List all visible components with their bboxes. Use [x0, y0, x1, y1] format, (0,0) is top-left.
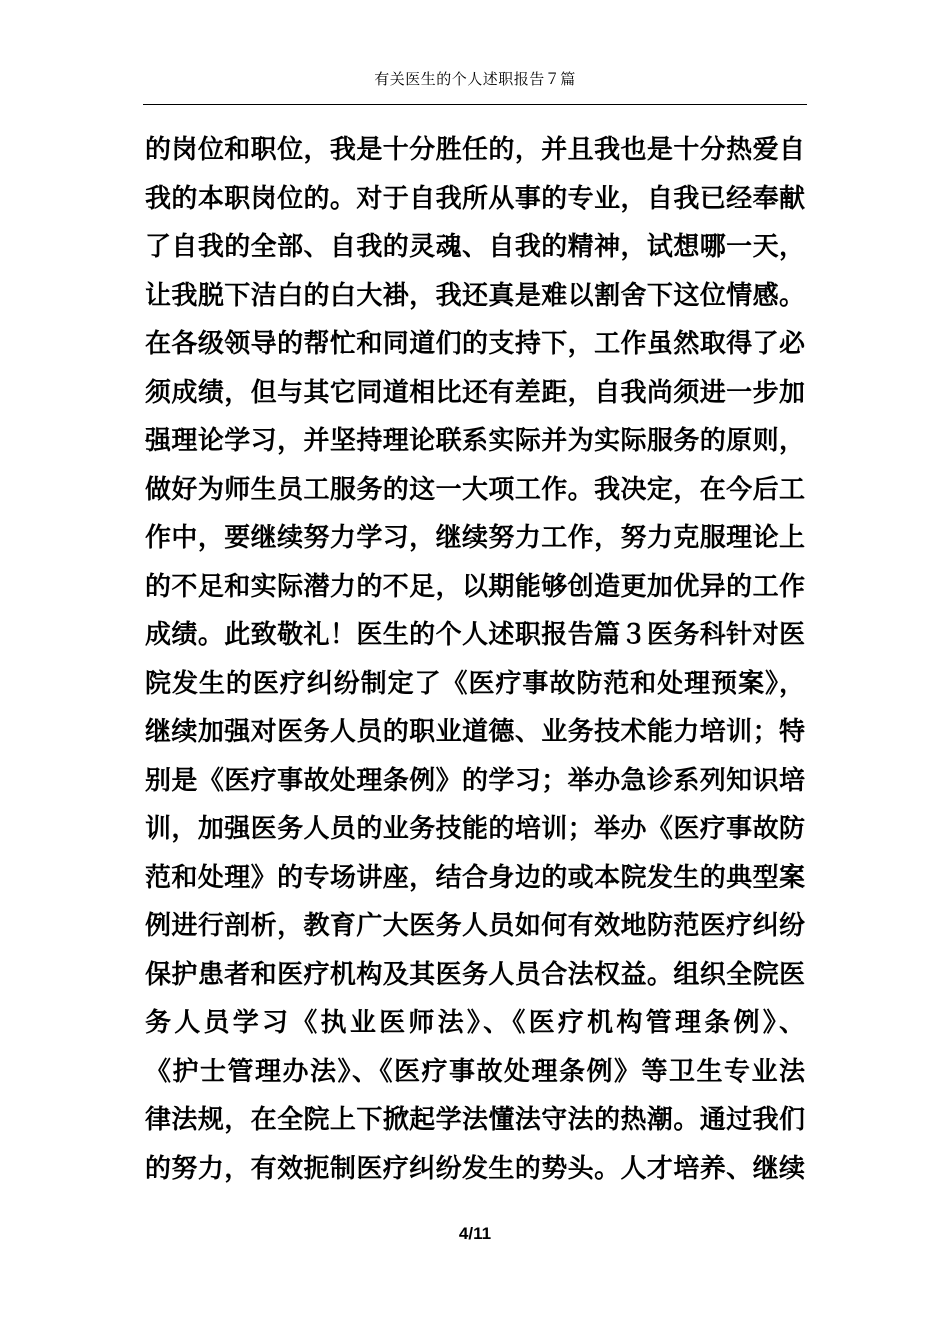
body-line: 《护士管理办法》、《医疗事故处理条例》等卫生专业法: [145, 1056, 805, 1087]
body-line: 保护患者和医疗机构及其医务人员合法权益。组织全院医: [145, 959, 805, 990]
body-line: 让我脱下洁白的白大褂，我还真是难以割舍下这位情感。: [145, 280, 805, 311]
body-line: 训，加强医务人员的业务技能的培训；举办《医疗事故防: [145, 814, 805, 844]
body-line: 做好为师生员工服务的这一大项工作。我决定，在今后工: [145, 474, 805, 505]
body-line: 成绩。此致敬礼！医生的个人述职报告篇３医务科针对医: [145, 620, 805, 650]
body-line: 院发生的医疗纠纷制定了《医疗事故防范和处理预案》，: [145, 668, 805, 699]
body-line: 在各级领导的帮忙和同道们的支持下，工作虽然取得了必: [145, 329, 805, 359]
body-line: 须成绩，但与其它同道相比还有差距，自我尚须进一步加: [145, 377, 805, 408]
body-line: 了自我的全部、自我的灵魂、自我的精神，试想哪一天，: [145, 232, 805, 262]
body-line: 例进行剖析，教育广大医务人员如何有效地防范医疗纠纷: [145, 911, 805, 941]
body-line: 强理论学习，并坚持理论联系实际并为实际服务的原则，: [145, 426, 805, 456]
page-number: 4/11: [458, 1224, 492, 1243]
body-line: 的努力，有效扼制医疗纠纷发生的势头。人才培养、继续: [145, 1153, 805, 1184]
body-line: 别是《医疗事故处理条例》的学习；举办急诊系列知识培: [145, 765, 805, 796]
body-line: 继续加强对医务人员的职业道德、业务技术能力培训；特: [145, 717, 805, 747]
body-line: 律法规，在全院上下掀起学法懂法守法的热潮。通过我们: [145, 1105, 805, 1135]
body-line: 作中，要继续努力学习，继续努力工作，努力克服理论上: [145, 523, 805, 553]
body-line: 的不足和实际潜力的不足，以期能够创造更加优异的工作: [145, 571, 805, 602]
document-header-title: 有关医生的个人述职报告７篇: [374, 70, 576, 88]
body-line: 务人员学习《执业医师法》、《医疗机构管理条例》、: [145, 1008, 805, 1038]
document-body: [145, 126, 815, 1193]
body-line: 的岗位和职位，我是十分胜任的，并且我也是十分热爱自: [145, 135, 805, 165]
body-line: 范和处理》的专场讲座，结合身边的或本院发生的典型案: [145, 862, 805, 893]
header-divider: [143, 104, 807, 105]
body-line: 我的本职岗位的。对于自我所从事的专业，自我已经奉献: [145, 183, 805, 214]
